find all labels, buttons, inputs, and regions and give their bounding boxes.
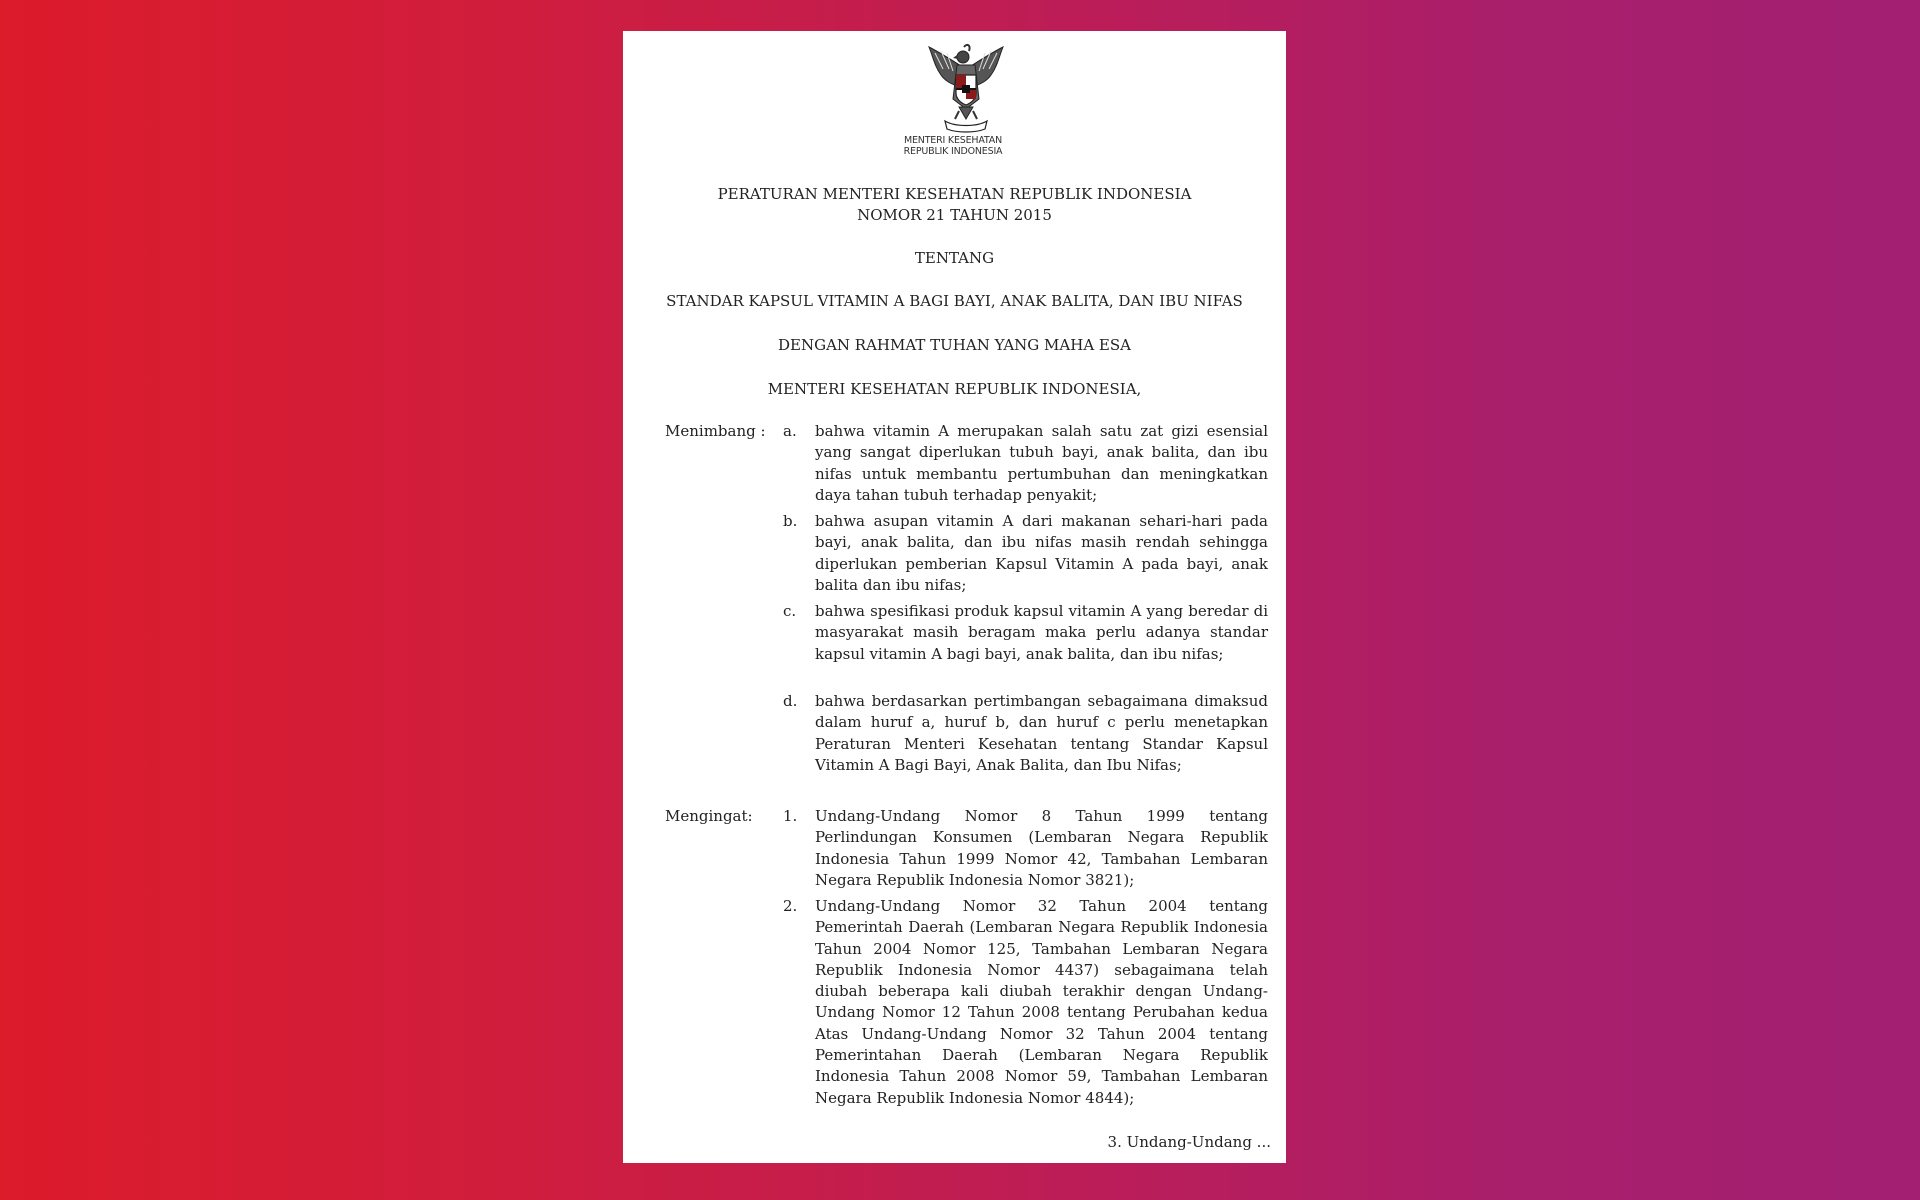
ministry-label-line1: MENTERI KESEHATAN: [904, 135, 1002, 146]
menimbang-label: Menimbang :: [665, 422, 766, 440]
garuda-emblem-icon: [923, 39, 1009, 133]
item-marker: c.: [783, 602, 797, 620]
regulation-title-line1: PERATURAN MENTERI KESEHATAN REPUBLIK INDONESIA: [717, 185, 1192, 203]
regulation-title: [623, 184, 1286, 226]
tentang-heading: TENTANG: [914, 249, 995, 267]
item-text: bahwa spesifikasi produk kapsul vitamin A yang beredar di masyarakat masih beragam maka perlu adanya standar kapsul vitamin A bagi bayi, anak balita, dan ibu nifas;: [815, 602, 1268, 663]
item-marker: 1.: [783, 807, 798, 825]
item-marker: a.: [783, 422, 797, 440]
regulation-number: NOMOR 21 TAHUN 2015: [857, 206, 1052, 224]
item-marker: b.: [783, 512, 798, 530]
ministry-label: [853, 135, 1053, 157]
menimbang-section: [665, 421, 1268, 841]
item-marker: d.: [783, 692, 798, 710]
mengingat-section: [665, 806, 1268, 1136]
regulation-subject: STANDAR KAPSUL VITAMIN A BAGI BAYI, ANAK BALITA, DAN IBU NIFAS: [666, 292, 1243, 310]
invocation: DENGAN RAHMAT TUHAN YANG MAHA ESA: [778, 336, 1131, 354]
item-text: bahwa vitamin A merupakan salah satu zat gizi esensial yang sangat diperlukan tubuh bayi, anak balita, dan ibu nifas untuk membantu pertumbuhan dan meningkatkan daya tahan tubuh terhadap penyakit;: [815, 422, 1268, 504]
item-text: bahwa berdasarkan pertimbangan sebagaimana dimaksud dalam huruf a, huruf b, dan huruf c perlu menetapkan Peraturan Menteri Kesehatan tentang Standar Kapsul Vitamin A Bagi Bayi, Anak Balita, dan Ibu Nifas;: [815, 692, 1268, 774]
issuer-line: MENTERI KESEHATAN REPUBLIK INDONESIA,: [767, 380, 1142, 398]
item-text: Undang-Undang Nomor 32 Tahun 2004 tentang Pemerintah Daerah (Lembaran Negara Republik Indonesia Tahun 2004 Nomor 125, Tambahan Lembaran Negara Republik Indonesia Nomor 4437) sebagaimana telah diubah beberapa kali diubah terakhir dengan Undang-Undang Nomor 12 Tahun 2008 tentang Perubahan kedua Atas Undang-Undang Nomor 32 Tahun 2004 tentang Pemerintahan Daerah (Lembaran Negara Republik Indonesia Tahun 2008 Nomor 59, Tambahan Lembaran Negara Republik Indonesia Nomor 4844);: [815, 897, 1268, 1107]
document-page: [623, 31, 1286, 1163]
item-marker: 2.: [783, 897, 798, 915]
item-text: Undang-Undang Nomor 8 Tahun 1999 tentang Perlindungan Konsumen (Lembaran Negara Republik Indonesia Tahun 1999 Nomor 42, Tambahan Lembaran Negara Republik Indonesia Nomor 3821);: [815, 807, 1268, 889]
ministry-label-line2: REPUBLIK INDONESIA: [903, 146, 1003, 157]
item-text: bahwa asupan vitamin A dari makanan sehari-hari pada bayi, anak balita, dan ibu nifas masih rendah sehingga diperlukan pemberian Kapsul Vitamin A pada bayi, anak balita dan ibu nifas;: [815, 512, 1268, 594]
page-continuation: 3. Undang-Undang ...: [1107, 1133, 1271, 1151]
mengingat-label: Mengingat:: [665, 807, 753, 825]
